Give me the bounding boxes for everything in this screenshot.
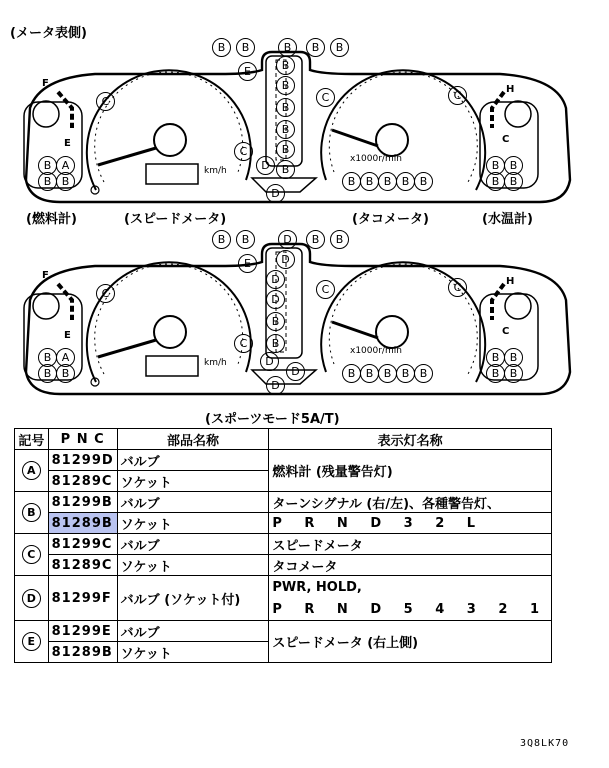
callout-b: B <box>360 364 379 383</box>
callout-b: B <box>278 38 297 57</box>
part-name-cell: ソケット <box>117 513 269 534</box>
callout-d: D <box>266 270 285 289</box>
symbol-a: A <box>22 461 41 480</box>
callout-b: B <box>486 348 505 367</box>
fuel-e-label-sport: E <box>64 330 71 341</box>
callout-b: B <box>212 38 231 57</box>
pnc-cell: 81289B <box>48 642 117 663</box>
fuel-e-label: E <box>64 138 71 149</box>
pnc-cell-highlighted[interactable]: 81289B <box>48 513 117 534</box>
symbol-b: B <box>22 503 41 522</box>
lamp-name-cell: P R N D 3 2 L <box>269 513 552 534</box>
callout-c: C <box>448 86 467 105</box>
fuel-f-label: F <box>42 78 49 89</box>
callout-c: C <box>448 278 467 297</box>
header-pnc: P N C <box>48 429 117 450</box>
callout-c: C <box>234 334 253 353</box>
speedometer-caption: (スピードメータ) <box>124 212 227 227</box>
callout-b: B <box>330 38 349 57</box>
fuel-gauge-caption: (燃料計) <box>26 212 77 227</box>
callout-b: B <box>306 230 325 249</box>
symbol-c: C <box>22 545 41 564</box>
tacho-unit-label-sport: x1000r/min <box>350 346 402 356</box>
callout-a: A <box>56 156 75 175</box>
temp-h-label-sport: H <box>506 276 515 287</box>
table-row <box>15 492 552 513</box>
lamp-name-cell: スピードメータ (右上側) <box>269 621 552 663</box>
callout-d: D <box>260 352 279 371</box>
temp-c-label: C <box>502 134 510 145</box>
header-lamp-name: 表示灯名称 <box>269 429 552 450</box>
part-name-cell: バルブ <box>117 492 269 513</box>
callout-b: B <box>38 364 57 383</box>
callout-b: B <box>266 312 285 331</box>
lamp-name-cell: タコメータ <box>269 555 552 576</box>
temp-h-label: H <box>506 84 515 95</box>
callout-b: B <box>56 172 75 191</box>
lamp-name-cell: P R N D 5 4 3 2 1 <box>269 598 552 621</box>
lamp-name-cell: PWR, HOLD, <box>269 576 552 599</box>
callout-c: C <box>96 92 115 111</box>
symbol-cell <box>15 576 49 621</box>
table-row <box>15 576 552 599</box>
callout-b: B <box>486 172 505 191</box>
callout-b: B <box>486 156 505 175</box>
callout-b: B <box>56 364 75 383</box>
parts-table <box>14 428 552 663</box>
callout-d: D <box>266 376 285 395</box>
callout-c: C <box>234 142 253 161</box>
callout-a: A <box>56 348 75 367</box>
callout-b: B <box>306 38 325 57</box>
diagram-title: (メータ表側) <box>10 26 87 41</box>
part-name-cell: バルブ <box>117 450 269 471</box>
pnc-cell: 81299F <box>48 576 117 621</box>
temp-gauge-caption: (水温計) <box>482 212 533 227</box>
part-name-cell: ソケット <box>117 642 269 663</box>
callout-b: B <box>276 160 295 179</box>
tachometer-caption: (タコメータ) <box>352 212 429 227</box>
lamp-name-cell: 燃料計 (残量警告灯) <box>269 450 552 492</box>
table-row <box>15 534 552 555</box>
symbol-e: E <box>22 632 41 651</box>
part-name-cell: バルブ (ソケット付) <box>117 576 269 621</box>
callout-b: B <box>38 348 57 367</box>
callout-b: B <box>276 140 295 159</box>
callout-b: B <box>276 56 295 75</box>
callout-c: C <box>96 284 115 303</box>
table-row <box>15 555 552 576</box>
part-name-cell: バルブ <box>117 534 269 555</box>
callout-b: B <box>378 172 397 191</box>
callout-b: B <box>414 172 433 191</box>
callout-b: B <box>38 172 57 191</box>
callout-d: D <box>276 250 295 269</box>
fuel-f-label-sport: F <box>42 270 49 281</box>
callout-b: B <box>342 172 361 191</box>
symbol-cell <box>15 450 49 492</box>
callout-e: E <box>238 254 257 273</box>
callout-b: B <box>38 156 57 175</box>
callout-b: B <box>236 230 255 249</box>
symbol-cell <box>15 621 49 663</box>
lamp-name-cell: スピードメータ <box>269 534 552 555</box>
tacho-unit-label: x1000r/min <box>350 154 402 164</box>
callout-e: E <box>238 62 257 81</box>
callout-b: B <box>276 76 295 95</box>
callout-d: D <box>256 156 275 175</box>
pnc-cell: 81299D <box>48 450 117 471</box>
callout-b: B <box>504 348 523 367</box>
diagram-code: 3Q8LK70 <box>520 738 570 749</box>
symbol-cell <box>15 492 49 534</box>
pnc-cell: 81289C <box>48 471 117 492</box>
header-symbol: 記号 <box>15 429 49 450</box>
callout-d: D <box>278 230 297 249</box>
callout-b: B <box>236 38 255 57</box>
callout-b: B <box>342 364 361 383</box>
sport-mode-caption: (スポーツモード5A/T) <box>205 412 340 427</box>
callout-b: B <box>396 364 415 383</box>
callout-c: C <box>316 88 335 107</box>
speed-unit-label: km/h <box>204 166 227 176</box>
part-name-cell: ソケット <box>117 471 269 492</box>
part-name-cell: ソケット <box>117 555 269 576</box>
table-row <box>15 450 552 471</box>
callout-d: D <box>266 290 285 309</box>
pnc-cell: 81299C <box>48 534 117 555</box>
callout-d: D <box>286 362 305 381</box>
callout-b: B <box>266 334 285 353</box>
callout-b: B <box>396 172 415 191</box>
speed-unit-label-sport: km/h <box>204 358 227 368</box>
callout-b: B <box>504 172 523 191</box>
callout-b: B <box>360 172 379 191</box>
part-name-cell: バルブ <box>117 621 269 642</box>
temp-c-label-sport: C <box>502 326 510 337</box>
table-header-row <box>15 429 552 450</box>
callout-b: B <box>276 120 295 139</box>
pnc-cell: 81289C <box>48 555 117 576</box>
table-row <box>15 621 552 642</box>
lamp-name-cell: ターンシグナル (右/左)、各種警告灯、 <box>269 492 552 513</box>
callout-b: B <box>486 364 505 383</box>
pnc-cell: 81299B <box>48 492 117 513</box>
callout-b: B <box>504 156 523 175</box>
symbol-d: D <box>22 589 41 608</box>
callout-b: B <box>276 98 295 117</box>
callout-b: B <box>414 364 433 383</box>
callout-b: B <box>504 364 523 383</box>
callout-c: C <box>316 280 335 299</box>
pnc-cell: 81299E <box>48 621 117 642</box>
symbol-cell <box>15 534 49 576</box>
callout-b: B <box>330 230 349 249</box>
callout-d: D <box>266 184 285 203</box>
header-part-name: 部品名称 <box>117 429 269 450</box>
callout-b: B <box>378 364 397 383</box>
callout-b: B <box>212 230 231 249</box>
table-row <box>15 513 552 534</box>
